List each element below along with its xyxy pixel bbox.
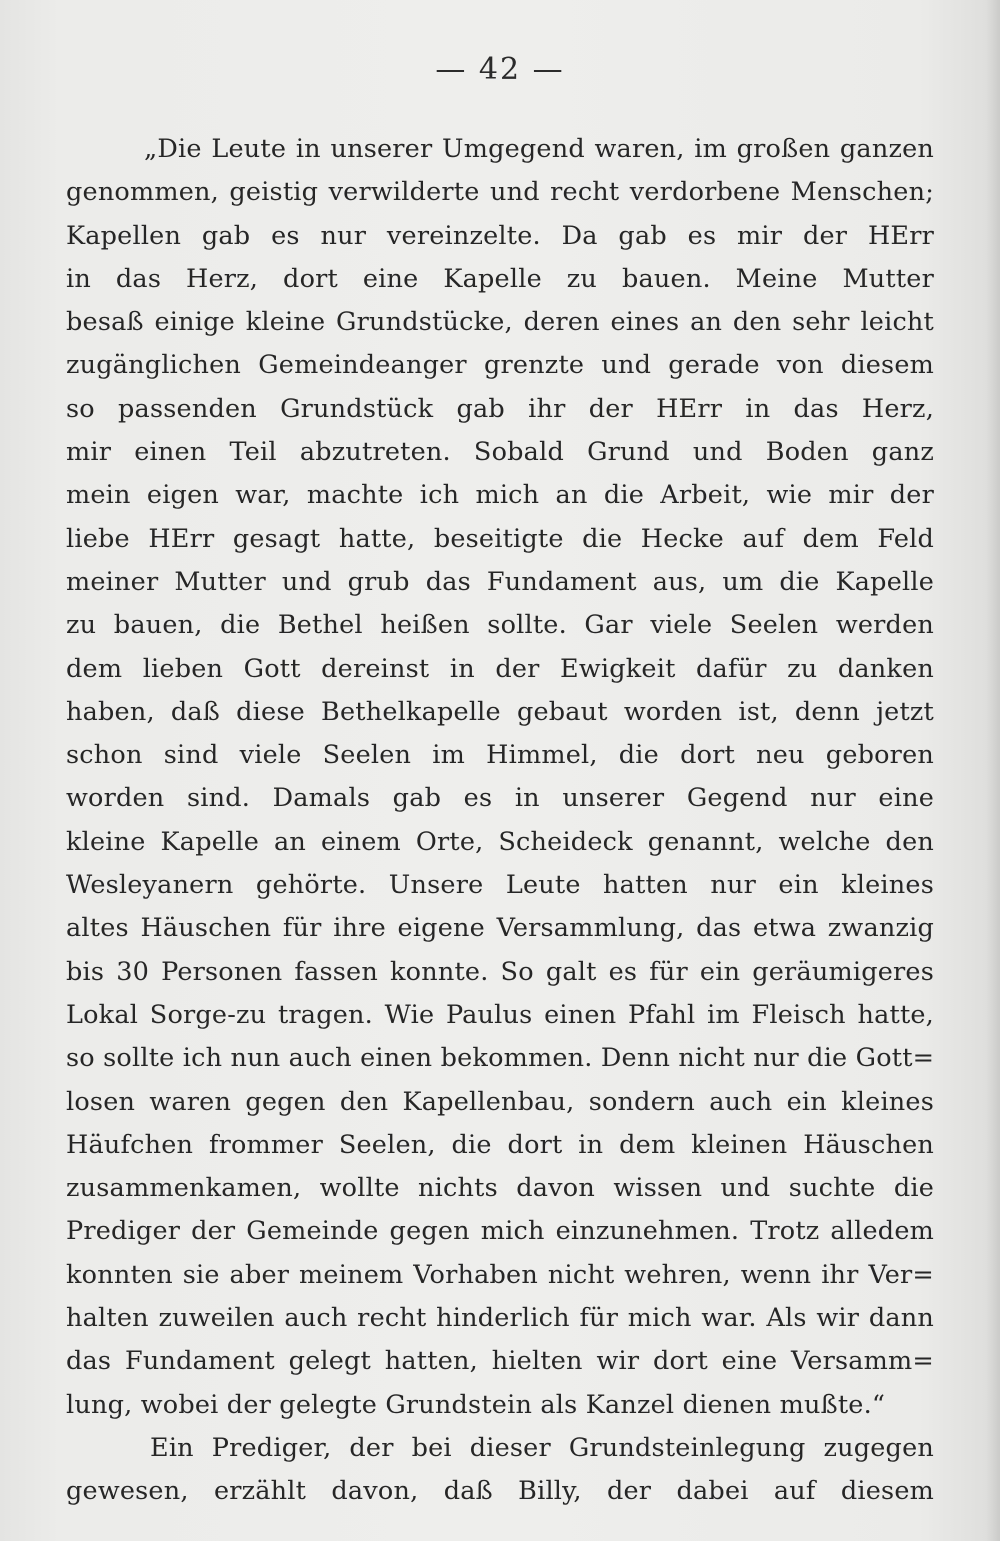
text-line: Lokal Sorge-zu tragen. Wie Paulus einen Pfahl im Fleisch hatte,	[66, 999, 934, 1030]
text-line: Ein Prediger, der bei dieser Grundsteinlegung zugegen	[150, 1432, 934, 1463]
text-line: Prediger der Gemeinde gegen mich einzunehmen. Trotz alledem	[66, 1216, 934, 1247]
text-line: Wesleyanern gehörte. Unsere Leute hatten nur ein kleines	[66, 870, 934, 901]
text-line: zusammenkamen, wollte nichts davon wissen und suchte die	[66, 1173, 934, 1204]
text-line: „Die Leute in unserer Umgegend waren, im großen ganzen	[144, 134, 934, 164]
text-line: so sollte ich nun auch einen bekommen. Denn nicht nur die Gott=	[66, 1043, 935, 1074]
text-line: in das Herz, dort eine Kapelle zu bauen. Meine Mutter	[66, 263, 934, 294]
text-line: schon sind viele Seelen im Himmel, die dort neu geboren	[66, 740, 934, 771]
text-line: gewesen, erzählt davon, daß Billy, der dabei auf diesem	[66, 1476, 934, 1507]
text-line: dem lieben Gott dereinst in der Ewigkeit dafür zu danken	[66, 653, 934, 684]
text-line: mein eigen war, machte ich mich an die Arbeit, wie mir der	[66, 480, 934, 511]
page-number: — 42 —	[435, 52, 565, 87]
text-line: liebe HErr gesagt hatte, beseitigte die Hecke auf dem Feld	[66, 523, 934, 554]
text-line: Kapellen gab es nur vereinzelte. Da gab es mir der HErr	[66, 220, 934, 251]
text-line: so passenden Grundstück gab ihr der HErr in das Herz,	[66, 393, 934, 424]
text-line: kleine Kapelle an einem Orte, Scheideck genannt, welche den	[66, 826, 934, 857]
text-line: bis 30 Personen fassen konnte. So galt es für ein geräumigeres	[66, 956, 934, 987]
text-line: halten zuweilen auch recht hinderlich für mich war. Als wir dann	[66, 1303, 934, 1334]
text-line: haben, daß diese Bethelkapelle gebaut worden ist, denn jetzt	[66, 696, 934, 727]
text-line: worden sind. Damals gab es in unserer Gegend nur eine	[66, 783, 934, 814]
text-line: altes Häuschen für ihre eigene Versammlung, das etwa zwanzig	[66, 913, 934, 944]
text-line: genommen, geistig verwilderte und recht verdorbene Menschen;	[66, 177, 934, 208]
body-text	[66, 128, 934, 1514]
text-line: Häufchen frommer Seelen, die dort in dem kleinen Häuschen	[66, 1129, 934, 1160]
text-line: zugänglichen Gemeindeanger grenzte und gerade von diesem	[66, 350, 934, 381]
text-line: losen waren gegen den Kapellenbau, sondern auch ein kleines	[66, 1086, 934, 1117]
text-line: das Fundament gelegt hatten, hielten wir dort eine Versamm=	[66, 1346, 934, 1377]
text-line: lung, wobei der gelegte Grundstein als Kanzel dienen mußte.“	[66, 1389, 886, 1420]
text-line: besaß einige kleine Grundstücke, deren eines an den sehr leicht	[66, 307, 934, 338]
text-line: mir einen Teil abzutreten. Sobald Grund und Boden ganz	[66, 437, 934, 468]
text-line: meiner Mutter und grub das Fundament aus, um die Kapelle	[66, 566, 934, 597]
text-line: konnten sie aber meinem Vorhaben nicht wehren, wenn ihr Ver=	[66, 1259, 934, 1290]
page-edge-shadow	[986, 0, 1000, 1541]
text-line: zu bauen, die Bethel heißen sollte. Gar viele Seelen werden	[66, 610, 934, 641]
